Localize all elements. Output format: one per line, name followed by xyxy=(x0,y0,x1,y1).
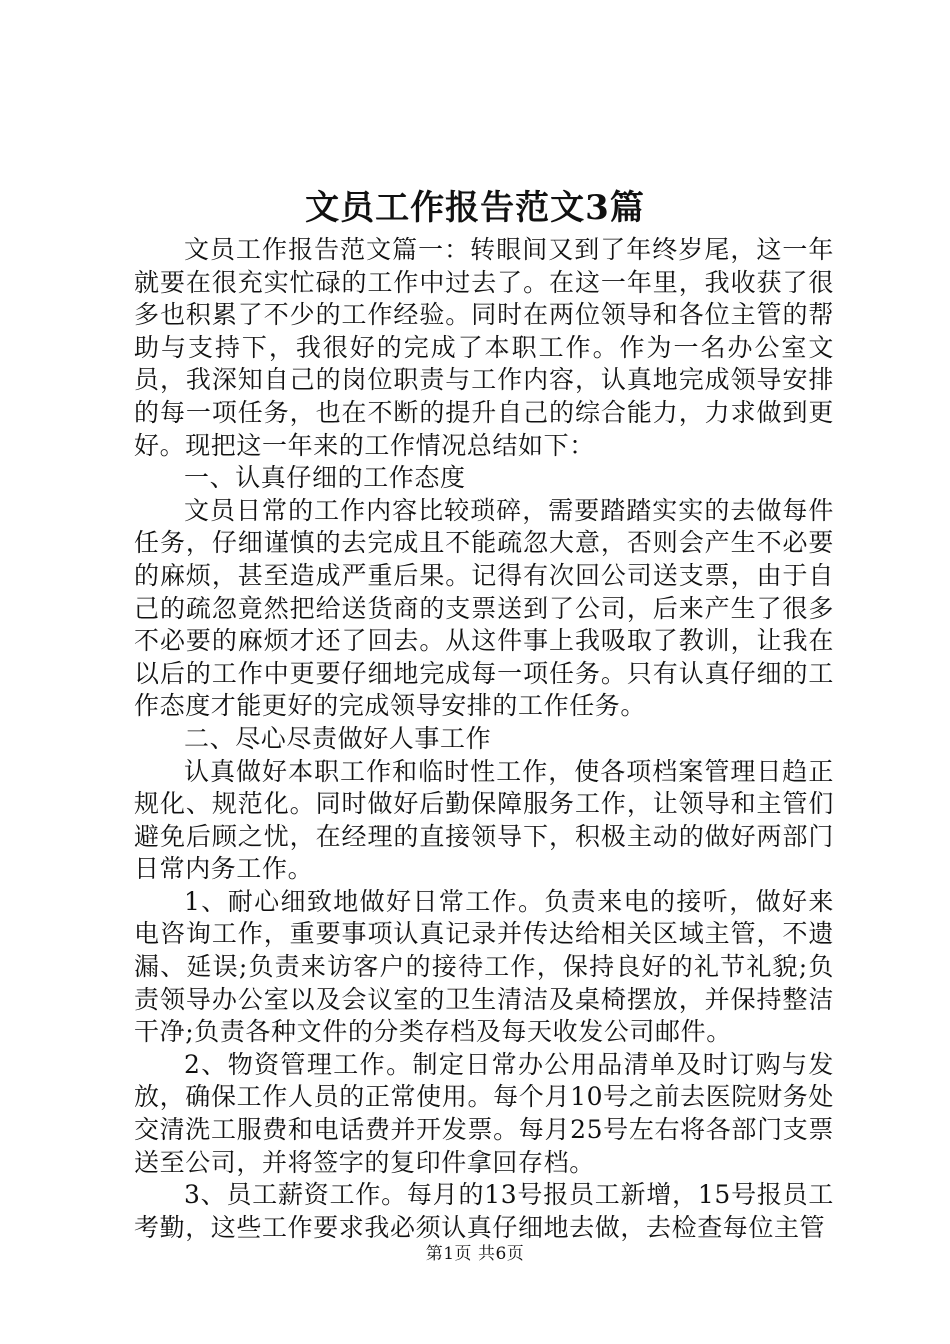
paragraph-salary: 3、员工薪资工作。每月的13号报员工新增，15号报员工考勤，这些工作要求我必须认真仔细地去做，去检查每位主管 xyxy=(134,1180,834,1242)
document-body xyxy=(134,234,834,1244)
paragraph-daily-work: 1、耐心细致地做好日常工作。负责来电的接听，做好来电咨询工作，重要事项认真记录并传达给相关区域主管，不遗漏、延误;负责来访客户的接待工作，保持良好的礼节礼貌;负责领导办公室以及会议室的卫生清洁及桌椅摆放，并保持整洁干净;负责各种文件的分类存档及每天收发公司邮件。 xyxy=(134,886,834,1047)
document-title: 文员工作报告范文3篇 xyxy=(305,188,645,228)
section-heading-1: 一、认真仔细的工作态度 xyxy=(184,463,466,493)
paragraph-intro: 文员工作报告范文篇一：转眼间又到了年终岁尾，这一年就要在很充实忙碌的工作中过去了。在这一年里，我收获了很多也积累了不少的工作经验。同时在两位领导和各位主管的帮助与支持下，我很好的完成了本职工作。作为一名办公室文员，我深知自己的岗位职责与工作内容，认真地完成领导安排的每一项任务，也在不断的提升自己的综合能力，力求做到更好。现把这一年来的工作情况总结如下： xyxy=(134,235,834,460)
paragraph-attitude: 文员日常的工作内容比较琐碎，需要踏踏实实的去做每件任务，仔细谨慎的去完成且不能疏忽大意，否则会产生不必要的麻烦，甚至造成严重后果。记得有次回公司送支票，由于自己的疏忽竟然把给送货商的支票送到了公司，后来产生了很多不必要的麻烦才还了回去。从这件事上我吸取了教训，让我在以后的工作中更要仔细地完成每一项任务。只有认真仔细的工作态度才能更好的完成领导安排的工作任务。 xyxy=(134,495,834,721)
section-heading-2: 二、尽心尽责做好人事工作 xyxy=(184,723,492,753)
paragraph-materials: 2、物资管理工作。制定日常办公用品清单及时订购与发放，确保工作人员的正常使用。每个月10号之前去医院财务处交清洗工服费和电话费并开发票。每月25号左右将各部门支票送至公司，并将签字的复印件拿回存档。 xyxy=(134,1049,834,1177)
page-footer: 第1页 共6页 xyxy=(425,1244,525,1264)
paragraph-personnel: 认真做好本职工作和临时性工作，使各项档案管理日趋正规化、规范化。同时做好后勤保障服务工作，让领导和主管们避免后顾之忧，在经理的直接领导下，积极主动的做好两部门日常内务工作。 xyxy=(134,756,834,884)
